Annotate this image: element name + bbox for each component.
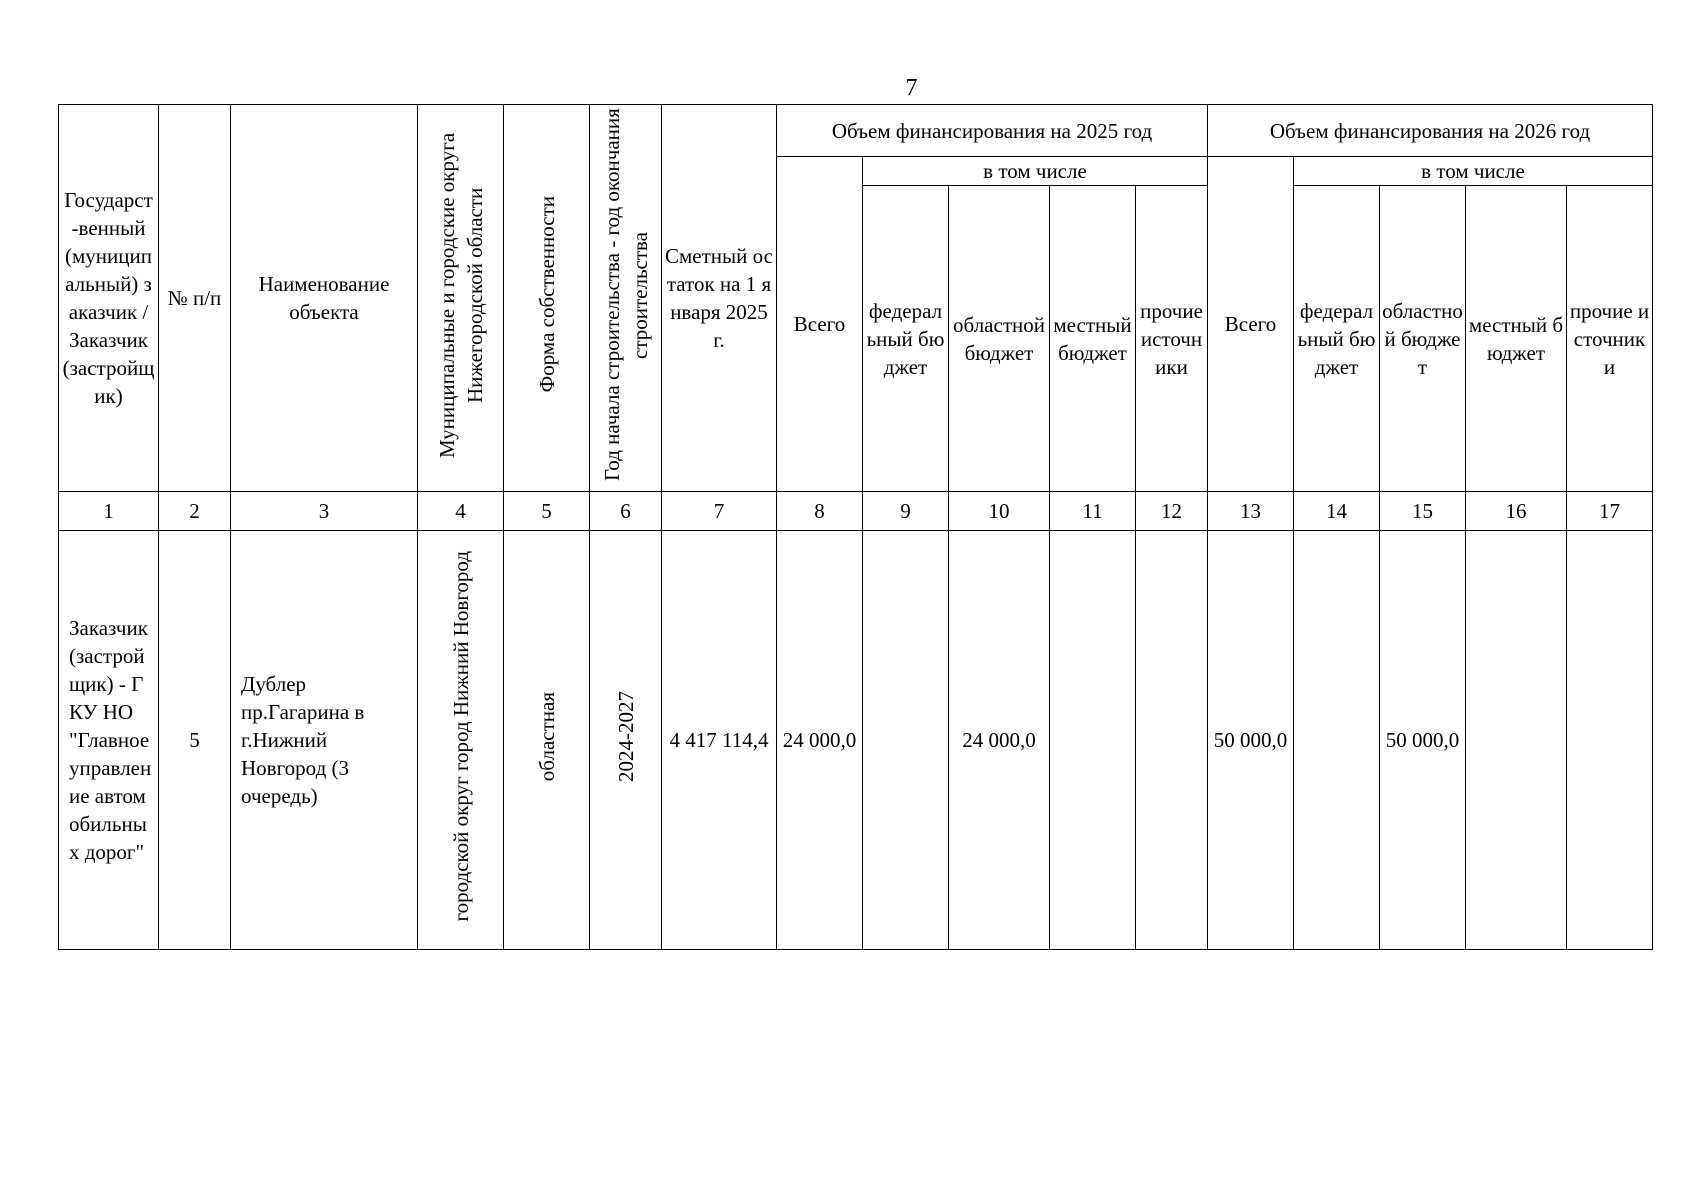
header-object-name: Наименование объекта bbox=[231, 105, 418, 492]
header-num: № п/п bbox=[159, 105, 231, 492]
column-number: 9 bbox=[863, 492, 949, 531]
cell-local-2025 bbox=[1050, 531, 1136, 950]
cell-local-2026 bbox=[1466, 531, 1567, 950]
column-number: 11 bbox=[1050, 492, 1136, 531]
column-number: 5 bbox=[504, 492, 590, 531]
cell-customer: Заказчик (застройщик) - ГКУ НО "Главное управление автомобильных дорог" bbox=[59, 531, 159, 950]
header-years bbox=[590, 105, 662, 492]
financing-table bbox=[58, 104, 1653, 950]
header-years-text: Год начала строительства - год окончания строительства bbox=[599, 108, 652, 481]
header-fin-2025: Объем финансирования на 2025 год bbox=[777, 105, 1208, 157]
column-number: 13 bbox=[1208, 492, 1294, 531]
header-municipal bbox=[418, 105, 504, 492]
column-number: 16 bbox=[1466, 492, 1567, 531]
cell-total-2026: 50 000,0 bbox=[1208, 531, 1294, 950]
cell-other-2025 bbox=[1136, 531, 1208, 950]
header-customer: Государст-венный (муниципальный) заказчик / Заказчик (застройщик) bbox=[59, 105, 159, 492]
header-including-2025: в том числе bbox=[863, 157, 1208, 186]
column-numbers-row bbox=[59, 492, 1653, 531]
cell-num: 5 bbox=[159, 531, 231, 950]
table-row bbox=[59, 531, 1653, 950]
header-regional-2025: областной бюджет bbox=[949, 186, 1050, 492]
header-municipal-text: Муниципальные и городские округа Нижегородской области bbox=[434, 131, 487, 458]
column-number: 1 bbox=[59, 492, 159, 531]
column-number: 4 bbox=[418, 492, 504, 531]
header-local-2026: местный бюджет bbox=[1466, 186, 1567, 492]
header-ownership bbox=[504, 105, 590, 492]
cell-total-2025: 24 000,0 bbox=[777, 531, 863, 950]
column-number: 14 bbox=[1294, 492, 1380, 531]
column-number: 7 bbox=[662, 492, 777, 531]
cell-ownership bbox=[504, 531, 590, 950]
header-remainder: Сметный остаток на 1 января 2025 г. bbox=[662, 105, 777, 492]
cell-regional-2026: 50 000,0 bbox=[1380, 531, 1466, 950]
column-number: 2 bbox=[159, 492, 231, 531]
header-federal-2025: федеральный бюджет bbox=[863, 186, 949, 492]
column-number: 10 bbox=[949, 492, 1050, 531]
column-number: 3 bbox=[231, 492, 418, 531]
cell-object-name: Дублер пр.Гагарина в г.Нижний Новгород (3 очередь) bbox=[231, 531, 418, 950]
cell-regional-2025: 24 000,0 bbox=[949, 531, 1050, 950]
column-number: 17 bbox=[1567, 492, 1653, 531]
column-number: 6 bbox=[590, 492, 662, 531]
header-other-2026: прочие источники bbox=[1567, 186, 1653, 492]
header-federal-2026: федеральный бюджет bbox=[1294, 186, 1380, 492]
column-number: 15 bbox=[1380, 492, 1466, 531]
header-regional-2026: областной бюджет bbox=[1380, 186, 1466, 492]
header-ownership-text: Форма собственности bbox=[534, 196, 559, 393]
header-including-2026: в том числе bbox=[1294, 157, 1653, 186]
cell-years bbox=[590, 531, 662, 950]
column-number: 12 bbox=[1136, 492, 1208, 531]
cell-years-text: 2024-2027 bbox=[613, 691, 638, 782]
cell-federal-2025 bbox=[863, 531, 949, 950]
cell-ownership-text: областная bbox=[534, 691, 559, 782]
header-total-2025: Всего bbox=[777, 157, 863, 492]
column-number: 8 bbox=[777, 492, 863, 531]
cell-municipal-text: городской округ город Нижний Новгород bbox=[448, 551, 473, 922]
cell-other-2026 bbox=[1567, 531, 1653, 950]
cell-remainder: 4 417 114,4 bbox=[662, 531, 777, 950]
header-other-2025: прочие источники bbox=[1136, 186, 1208, 492]
cell-federal-2026 bbox=[1294, 531, 1380, 950]
header-fin-2026: Объем финансирования на 2026 год bbox=[1208, 105, 1653, 157]
cell-municipal bbox=[418, 531, 504, 950]
header-total-2026: Всего bbox=[1208, 157, 1294, 492]
page-number: 7 bbox=[905, 75, 918, 101]
header-local-2025: местный бюджет bbox=[1050, 186, 1136, 492]
header-row-top bbox=[59, 105, 1653, 157]
